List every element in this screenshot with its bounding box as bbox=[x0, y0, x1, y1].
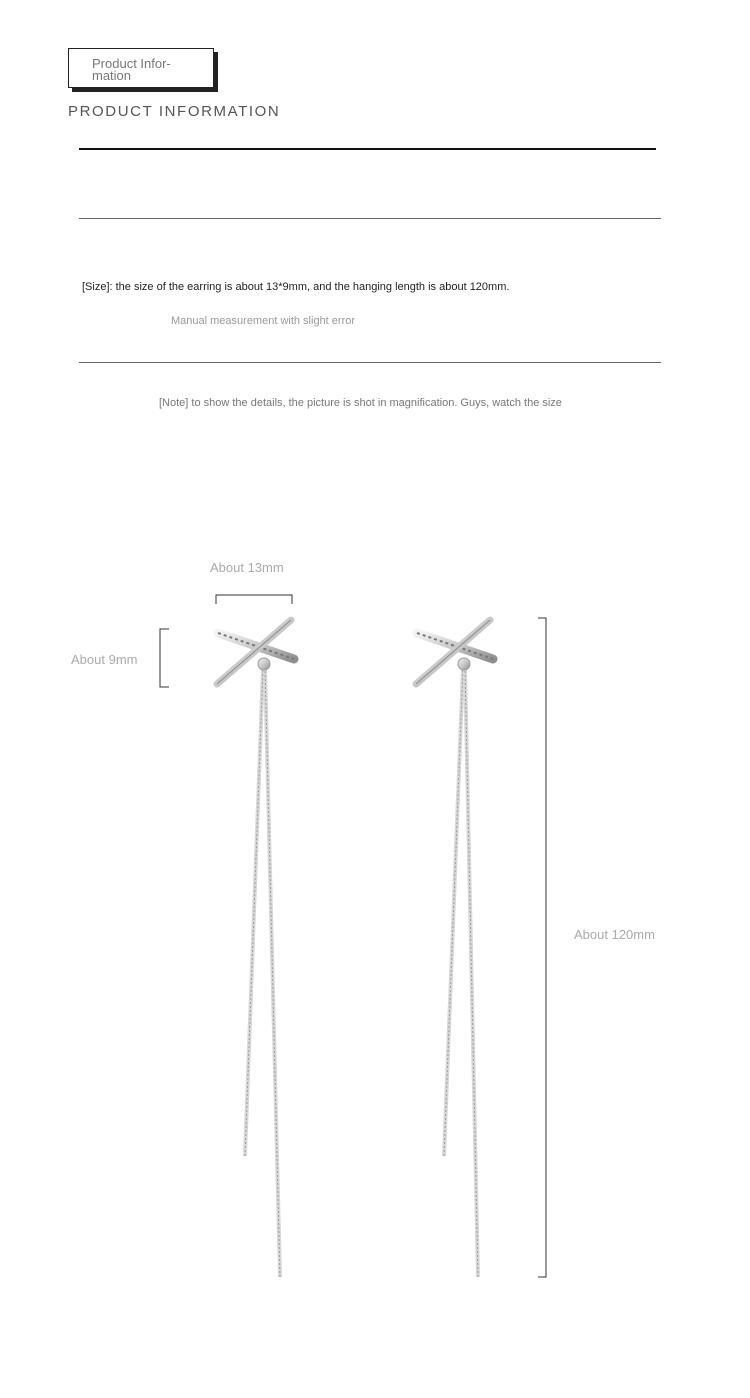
page-title: PRODUCT INFORMATION bbox=[68, 103, 281, 120]
height-bracket bbox=[160, 629, 169, 687]
magnification-note: [Note] to show the details, the picture is shot in magnification. Guys, watch the size bbox=[159, 397, 562, 409]
badge-label: Product Infor- mation bbox=[92, 56, 171, 83]
width-bracket bbox=[216, 595, 292, 604]
earring-right bbox=[416, 620, 493, 1277]
measurement-note: Manual measurement with slight error bbox=[171, 315, 356, 327]
length-bracket bbox=[538, 618, 546, 1277]
size-description: [Size]: the size of the earring is about 13*9mm, and the hanging length is about 120mm. bbox=[82, 281, 510, 293]
earring-left bbox=[217, 620, 294, 1277]
width-label: About 13mm bbox=[210, 560, 284, 575]
post-right bbox=[458, 658, 470, 670]
height-label: About 9mm bbox=[71, 652, 138, 667]
length-label: About 120mm bbox=[574, 927, 655, 942]
post-left bbox=[258, 658, 270, 670]
